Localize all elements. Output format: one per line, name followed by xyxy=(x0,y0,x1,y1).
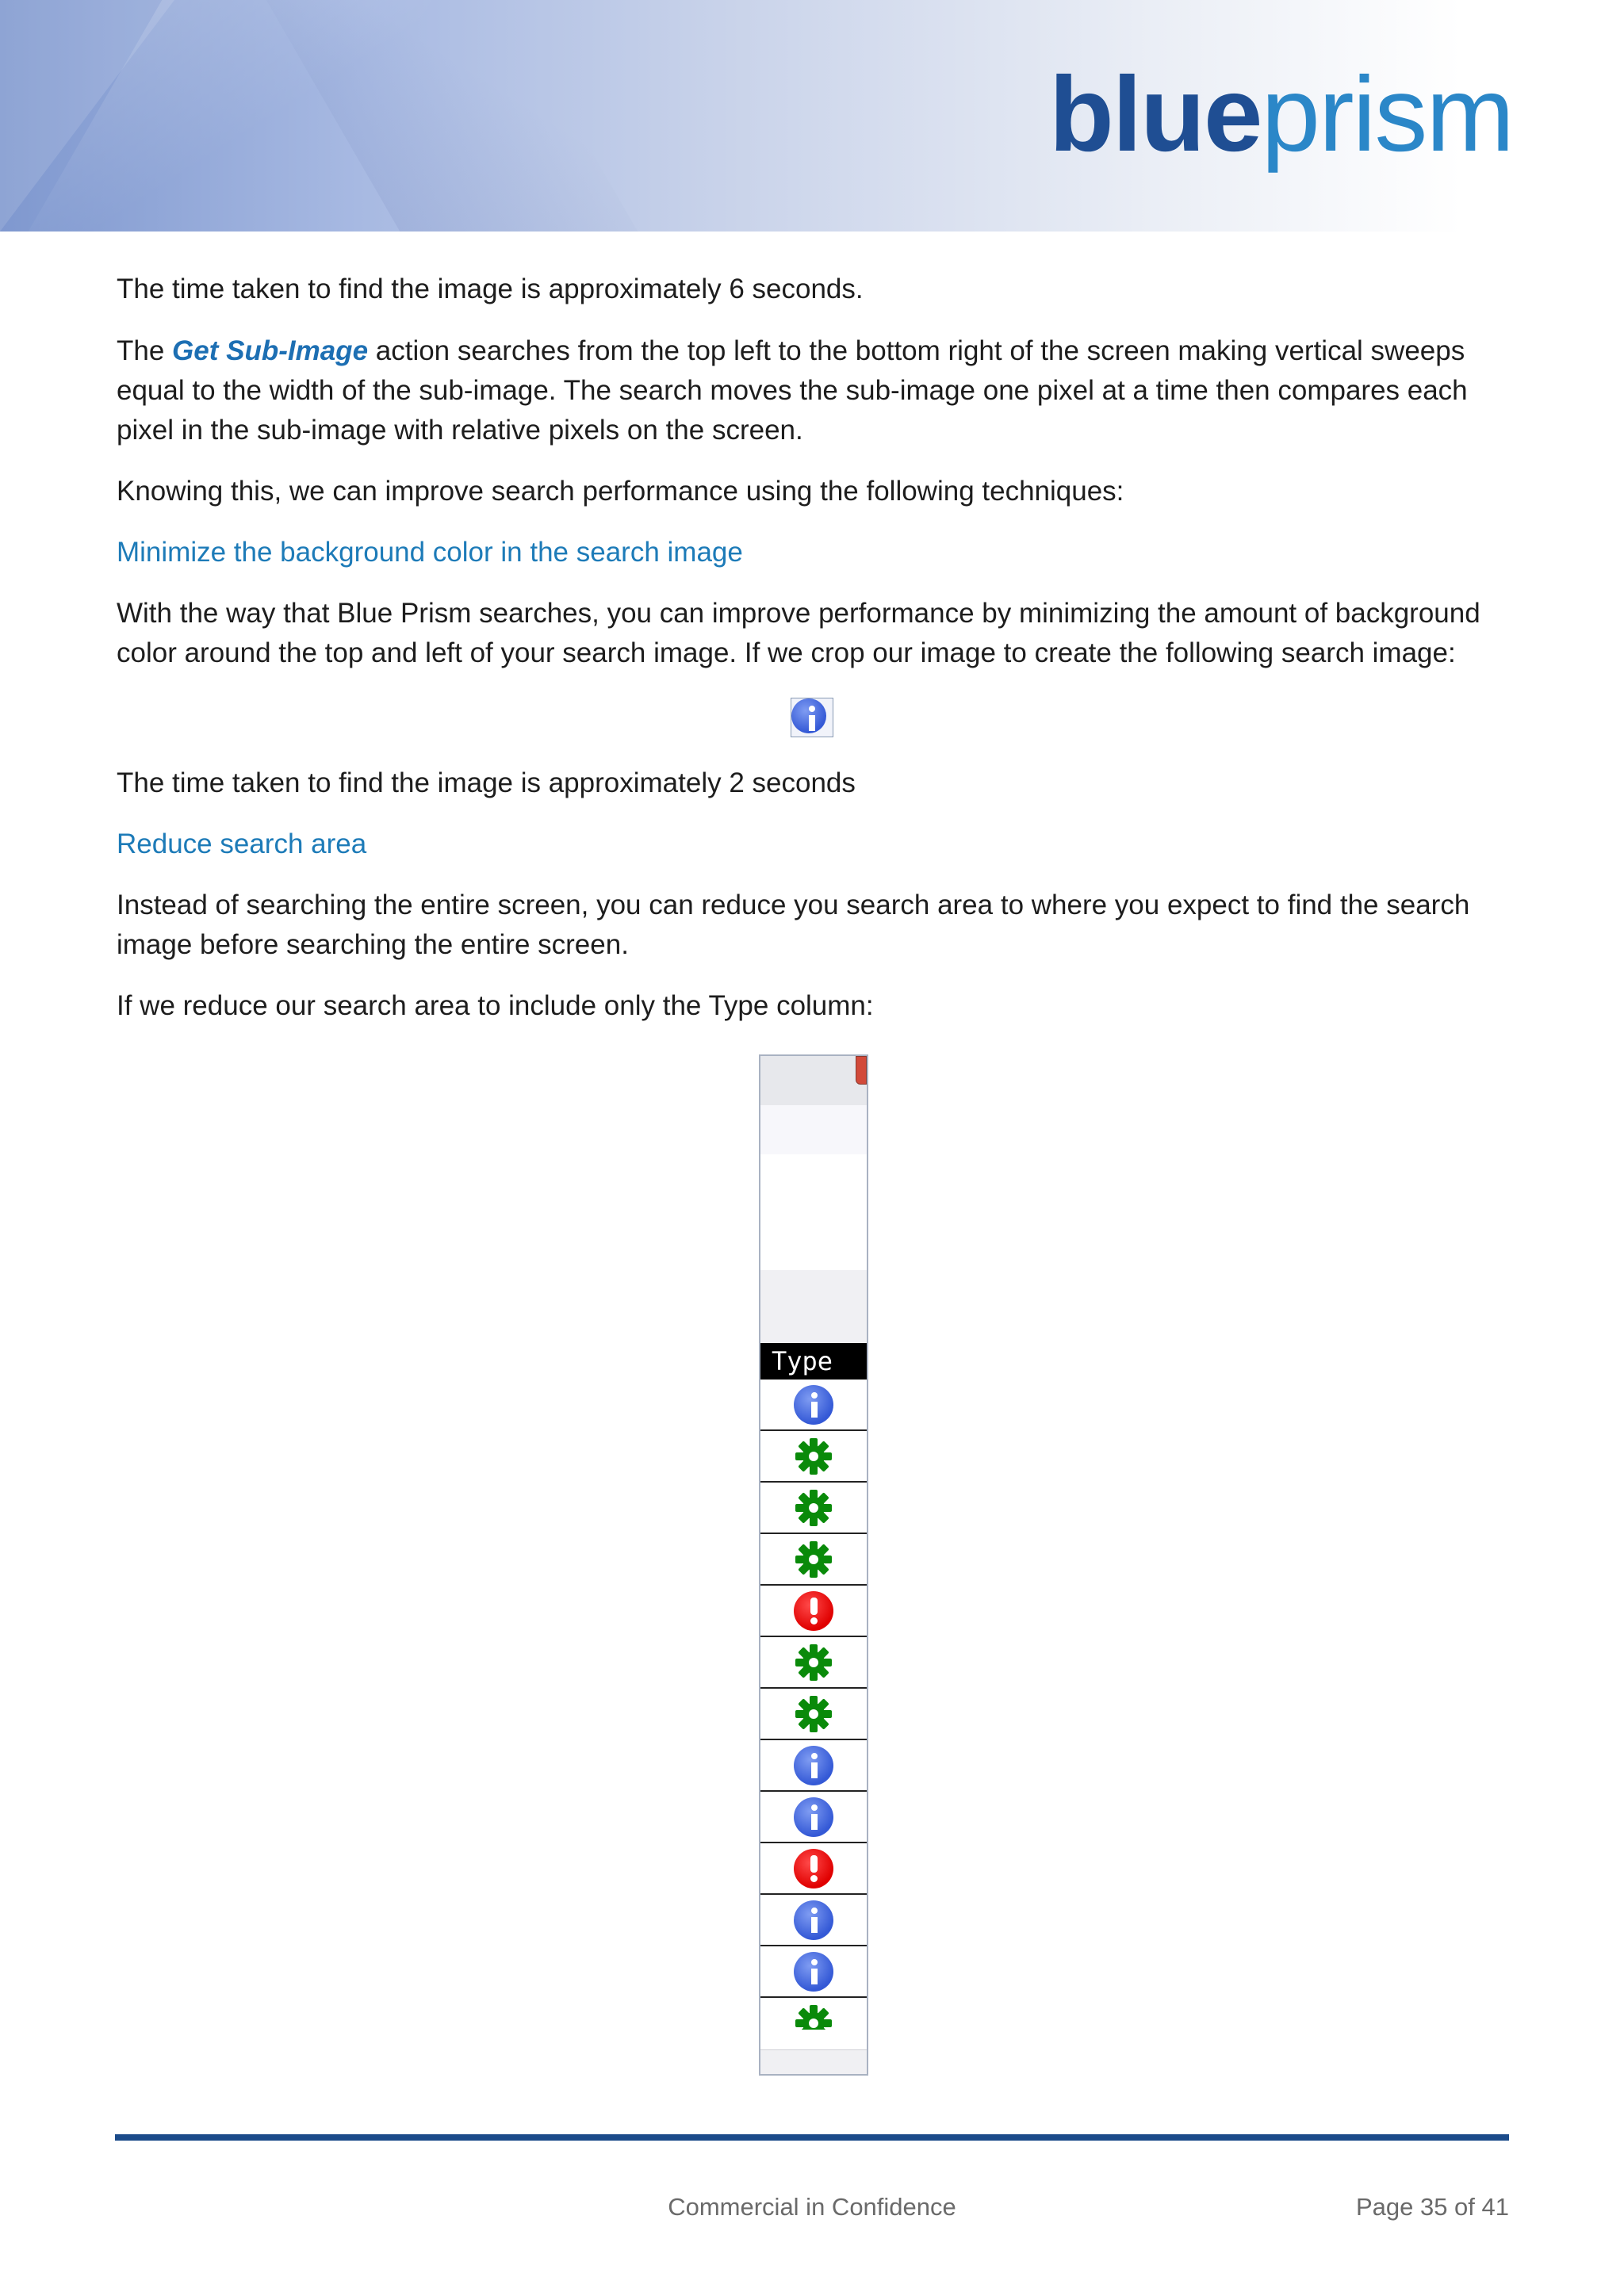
action-name: Get Sub-Image xyxy=(172,335,369,366)
column-top-bar xyxy=(760,1056,867,1106)
type-row xyxy=(760,1998,867,2030)
blueprism-logo xyxy=(1049,55,1513,174)
column-band xyxy=(760,1105,867,1154)
paragraph-time-2s: The time taken to find the image is approximately 2 seconds xyxy=(117,767,856,798)
info-icon xyxy=(794,1952,833,1992)
type-row xyxy=(760,1946,867,1998)
confidentiality-label: Commercial in Confidence xyxy=(668,2193,956,2221)
info-icon xyxy=(794,1385,833,1425)
column-band xyxy=(760,1270,867,1343)
type-row xyxy=(760,1534,867,1586)
paragraph-minimize: With the way that Blue Prism searches, you can improve performance by minimizing the amount of background color around the top and left of your search image. If we crop our image to create the following search image: xyxy=(117,598,1480,668)
paragraph-techniques: Knowing this, we can improve search performance using the following techniques: xyxy=(117,476,1124,507)
type-row xyxy=(760,1637,867,1689)
section-heading-reduce: Reduce search area xyxy=(117,828,367,859)
logo-bold-text: blue xyxy=(1048,55,1262,174)
type-column-rows xyxy=(760,1380,867,2030)
gear-icon xyxy=(794,2003,833,2030)
type-row xyxy=(760,1380,867,1431)
info-icon xyxy=(794,1746,833,1785)
cropped-search-image xyxy=(791,698,833,737)
footer-rule xyxy=(115,2134,1509,2141)
type-row xyxy=(760,1689,867,1740)
gear-icon xyxy=(794,1643,833,1682)
type-column-screenshot xyxy=(759,1054,868,2076)
type-row xyxy=(760,1483,867,1534)
gear-icon xyxy=(794,1694,833,1734)
paragraph-reduce: Instead of searching the entire screen, you can reduce you search area to where you expect to find the search image before searching the entire screen. xyxy=(117,890,1470,960)
info-icon xyxy=(794,1900,833,1940)
paragraph-get-sub-image xyxy=(117,331,1512,450)
scroll-tab xyxy=(856,1056,867,1085)
page-number: Page 35 of 41 xyxy=(1355,2193,1509,2221)
type-row xyxy=(760,1792,867,1843)
section-heading-minimize: Minimize the background color in the search image xyxy=(117,537,743,568)
paragraph-type-column: If we reduce our search area to include only the Type column: xyxy=(117,990,874,1021)
gear-icon xyxy=(794,1540,833,1579)
gear-icon xyxy=(794,1437,833,1476)
info-icon xyxy=(794,1797,833,1837)
type-row xyxy=(760,1843,867,1895)
gear-icon xyxy=(794,1488,833,1528)
type-row xyxy=(760,1740,867,1792)
logo-light-text: prism xyxy=(1261,55,1513,174)
type-row xyxy=(760,1586,867,1637)
header-banner xyxy=(0,0,1624,232)
type-column-header: Type xyxy=(760,1343,867,1380)
paragraph-prefix: The xyxy=(117,335,173,366)
paragraph-time-6s: The time taken to find the image is approximately 6 seconds. xyxy=(117,274,864,304)
info-icon xyxy=(791,698,826,733)
document-body xyxy=(117,262,1512,1026)
paragraph-suffix: action searches from the top left to the bottom right of the screen making vertical sweeps equal to the width of the sub-image. The search moves the sub-image one pixel at a time then compares each pixel in the sub-image with relative pixels on the screen. xyxy=(117,335,1468,446)
column-bottom-bar xyxy=(760,2049,867,2074)
type-row xyxy=(760,1895,867,1946)
warning-icon xyxy=(794,1591,833,1631)
warning-icon xyxy=(794,1849,833,1888)
type-row xyxy=(760,1431,867,1483)
